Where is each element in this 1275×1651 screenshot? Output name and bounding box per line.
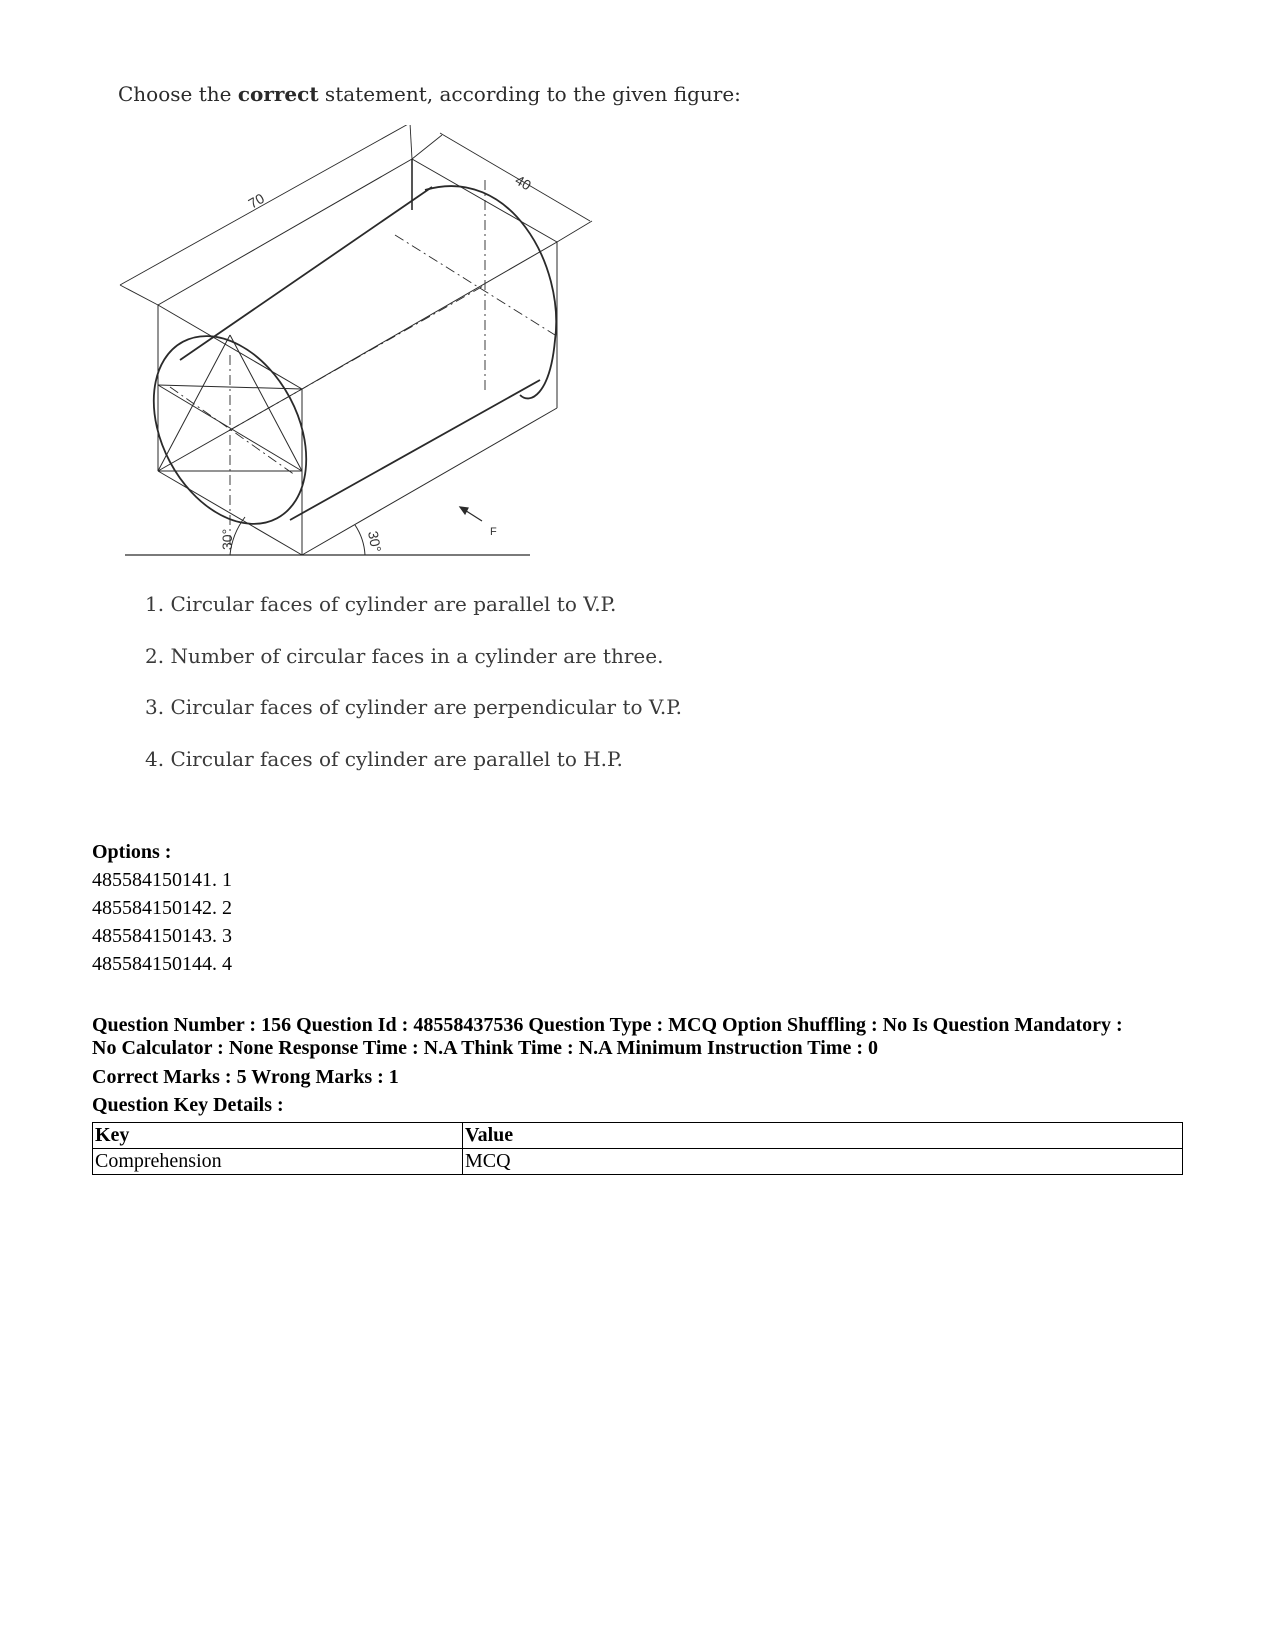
key-cell: Comprehension — [93, 1149, 463, 1175]
diameter-label: 40 — [512, 171, 534, 194]
key-details-table — [92, 1122, 1183, 1175]
options-title: Options : — [92, 841, 172, 863]
option-item: 485584150144. 4 — [92, 953, 232, 975]
option-item: 485584150143. 3 — [92, 925, 232, 947]
options-block — [92, 838, 232, 978]
option-item: 485584150142. 2 — [92, 897, 232, 919]
statement-1: 1. Circular faces of cylinder are parallel to V.P. — [145, 592, 617, 616]
length-label: 70 — [245, 189, 267, 212]
meta-line-2: No Calculator : None Response Time : N.A Think Time : N.A Minimum Instruction Time : 0 — [92, 1037, 878, 1059]
key-details-title: Question Key Details : — [92, 1094, 284, 1116]
question-prompt: Choose the correct statement, according to the given figure: — [118, 82, 741, 106]
question-image — [110, 70, 741, 810]
direction-label: F — [490, 526, 497, 538]
angle-left-label: 30° — [219, 528, 235, 550]
key-column-header: Key — [93, 1123, 463, 1149]
table-row — [93, 1149, 1183, 1175]
table-header-row — [93, 1123, 1183, 1149]
cylinder-figure — [110, 125, 630, 585]
option-item: 485584150141. 1 — [92, 869, 232, 891]
statement-3: 3. Circular faces of cylinder are perpendicular to V.P. — [145, 695, 682, 719]
value-column-header: Value — [463, 1123, 1183, 1149]
meta-line-1: Question Number : 156 Question Id : 48558437536 Question Type : MCQ Option Shuffling : No Is Question Mandatory : — [92, 1014, 1123, 1036]
angle-right-label: 30° — [365, 529, 385, 554]
question-meta — [92, 1014, 1182, 1060]
marks-line: Correct Marks : 5 Wrong Marks : 1 — [92, 1066, 399, 1088]
statement-2: 2. Number of circular faces in a cylinder are three. — [145, 644, 664, 668]
value-cell: MCQ — [463, 1149, 1183, 1175]
statement-4: 4. Circular faces of cylinder are parallel to H.P. — [145, 747, 623, 771]
